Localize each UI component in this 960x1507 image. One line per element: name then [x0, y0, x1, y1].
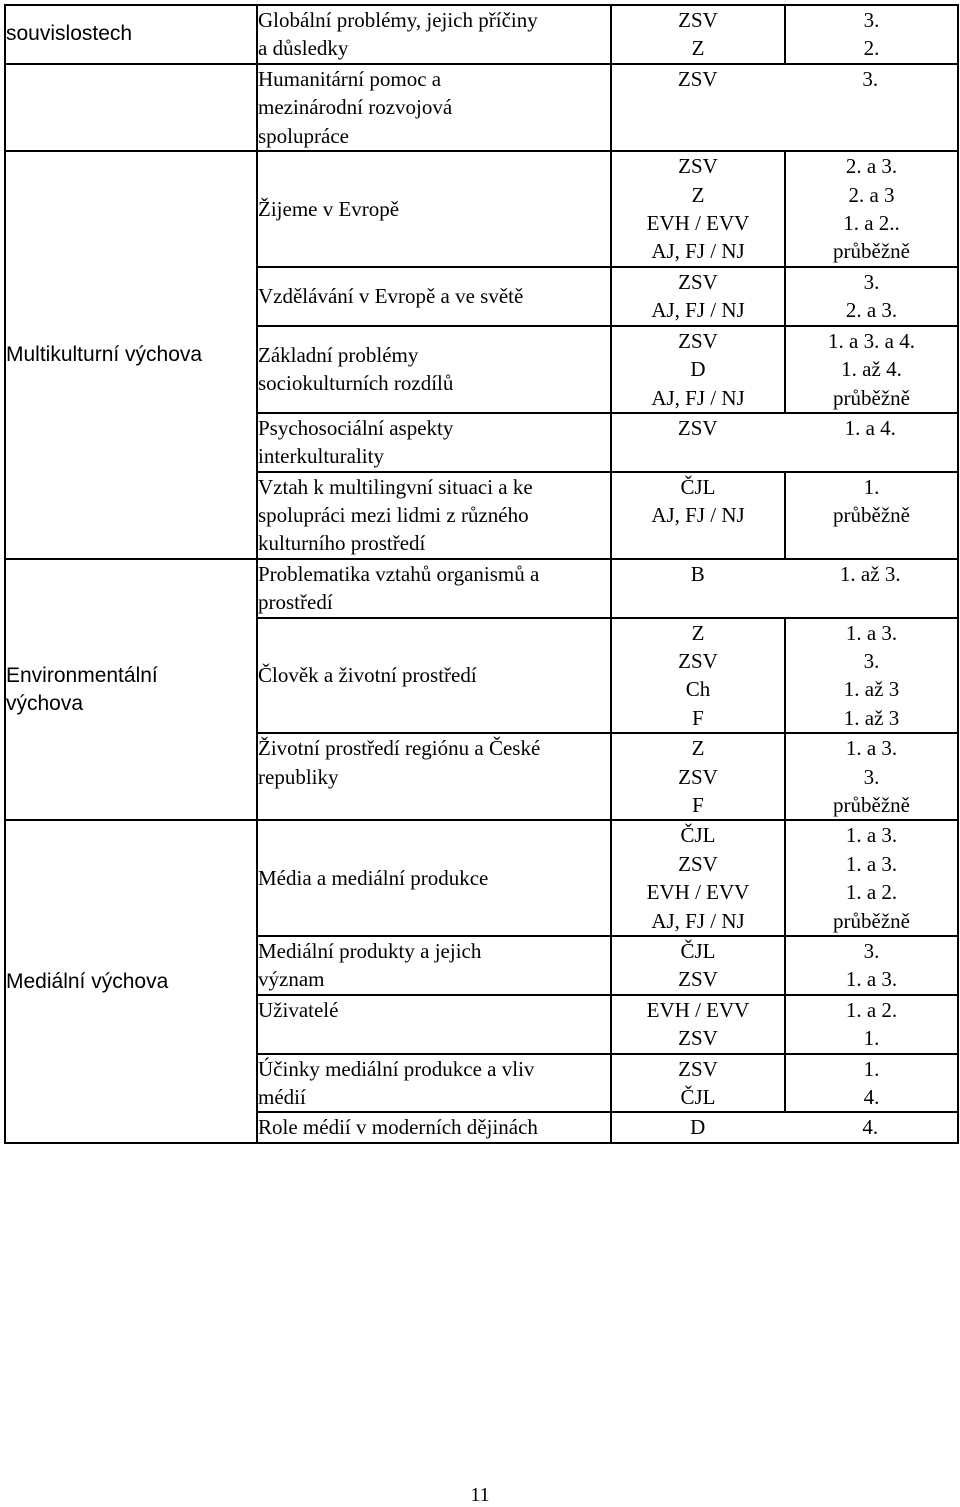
grade-line: průběžně — [833, 908, 910, 933]
subject-line: ZSV — [678, 154, 718, 179]
subject-cell — [611, 267, 785, 326]
grade-line: 4. — [863, 1084, 880, 1109]
area-label: Environmentální — [6, 663, 158, 687]
topic-line: médií — [258, 1084, 306, 1109]
grade-line: 1. až 3 — [843, 677, 900, 702]
area-cell-souvislostech-cont — [5, 64, 257, 151]
topic-line: Životní prostředí regiónu a České — [258, 736, 541, 761]
grade-line: 3. — [863, 269, 880, 294]
topic-line: Účinky mediální produkce a vliv — [258, 1056, 535, 1081]
subject-cell — [611, 936, 785, 995]
topic-line: republiky — [258, 764, 339, 789]
page-number: 11 — [470, 1484, 490, 1506]
subject-grade-cell — [611, 1112, 958, 1142]
subject-line: EVH / EVV — [646, 880, 750, 905]
grade-line: 1. — [863, 1056, 880, 1081]
grade-line: 3. — [863, 649, 880, 674]
area-cell-multikulturni — [5, 151, 257, 559]
table-row — [5, 151, 958, 267]
subject-line: ZSV — [677, 66, 718, 91]
grade-line: 1. a 2.. — [843, 210, 900, 235]
subject-line: EVH / EVV — [646, 997, 750, 1022]
subject-line: Z — [691, 736, 705, 761]
subject-cell — [611, 618, 785, 734]
subject-line: ZSV — [678, 967, 718, 992]
grade-line: 2. a 3 — [848, 182, 895, 207]
grade-line: průběžně — [833, 239, 910, 264]
subject-cell — [611, 326, 785, 413]
area-cell-environmentalni — [5, 559, 257, 821]
area-cell-medialni — [5, 820, 257, 1142]
grade-cell — [785, 472, 958, 559]
subject-line: ZSV — [678, 269, 718, 294]
subject-cell — [611, 820, 785, 936]
subject-line: AJ, FJ / NJ — [651, 298, 745, 323]
topic-line: Člověk a životní prostředí — [258, 663, 477, 688]
table-row — [5, 5, 958, 64]
subject-line: F — [692, 705, 704, 730]
topic-line: Uživatelé — [258, 997, 339, 1022]
topic-cell — [257, 151, 611, 267]
topic-cell — [257, 936, 611, 995]
subject-line: ČJL — [680, 474, 716, 499]
grade-line: 1. a 3. — [845, 967, 898, 992]
grade-line: 1. a 3. — [845, 823, 898, 848]
subject-line: ZSV — [677, 415, 718, 440]
topic-cell — [257, 326, 611, 413]
grade-cell — [785, 936, 958, 995]
area-cell-souvislostech — [5, 5, 257, 64]
subject-line: EVH / EVV — [646, 210, 750, 235]
grade-line: průběžně — [833, 385, 910, 410]
topic-line: Humanitární pomoc a — [258, 66, 442, 91]
topic-cell — [257, 5, 611, 64]
topic-line: a důsledky — [258, 36, 349, 61]
topic-cell — [257, 820, 611, 936]
subject-cell — [611, 995, 785, 1054]
table-row — [5, 559, 958, 618]
subject-cell — [611, 1054, 785, 1113]
subject-line: D — [690, 1115, 706, 1140]
subject-line: AJ, FJ / NJ — [651, 908, 745, 933]
grade-cell — [785, 5, 958, 64]
topic-line: Základní problémy — [258, 342, 419, 367]
grade-line: 3. — [862, 66, 879, 91]
topic-line: Globální problémy, jejich příčiny — [258, 8, 538, 32]
topic-line: kulturního prostředí — [258, 531, 426, 556]
subject-line: D — [690, 357, 706, 382]
subject-line: F — [692, 792, 704, 817]
grade-line: 1. a 3. — [845, 851, 898, 876]
subject-line: B — [690, 561, 705, 586]
grade-cell — [785, 326, 958, 413]
subject-cell — [611, 472, 785, 559]
grade-cell — [785, 733, 958, 820]
topic-cell — [257, 1112, 611, 1142]
topic-line: spolupráci mezi lidmi z různého — [258, 503, 529, 528]
subject-grade-cell — [611, 559, 958, 618]
grade-line: 3. — [863, 8, 880, 32]
area-label: souvislostech — [6, 22, 133, 46]
subject-line: Z — [691, 182, 705, 207]
topic-cell — [257, 64, 611, 151]
grade-line: průběžně — [833, 503, 910, 528]
topic-line: Žijeme v Evropě — [258, 196, 400, 221]
grade-line: 1. až 3 — [843, 705, 900, 730]
subject-grade-cell — [611, 413, 958, 472]
topic-line: sociokulturních rozdílů — [258, 371, 454, 396]
topic-line: Média a mediální produkce — [258, 865, 489, 890]
grade-line: 3. — [863, 764, 880, 789]
area-label: Multikulturní výchova — [6, 342, 203, 366]
topic-line: Vztah k multilingvní situaci a ke — [258, 474, 533, 499]
grade-line: 1. — [863, 474, 880, 499]
topic-line: Problematika vztahů organismů a — [258, 561, 540, 586]
subject-line: ČJL — [680, 823, 716, 848]
grade-cell — [785, 820, 958, 936]
subject-line: ZSV — [678, 649, 718, 674]
table-row — [5, 64, 958, 151]
subject-line: ČJL — [680, 1084, 716, 1109]
grade-line: 1. a 2. — [845, 997, 898, 1022]
subject-cell — [611, 151, 785, 267]
grade-line: 1. a 2. — [845, 880, 898, 905]
grade-line: 1. a 3. — [845, 620, 898, 645]
topic-cell — [257, 267, 611, 326]
subject-line: Z — [691, 620, 705, 645]
grade-cell — [785, 151, 958, 267]
grade-line: 2. — [863, 36, 880, 61]
subject-cell — [611, 5, 785, 64]
topic-cell — [257, 733, 611, 820]
subject-line: ZSV — [678, 851, 718, 876]
subject-line: ZSV — [678, 328, 718, 353]
grade-line: 2. a 3. — [845, 298, 898, 323]
subject-line: AJ, FJ / NJ — [651, 385, 745, 410]
topic-line: Psychosociální aspekty — [258, 415, 454, 440]
subject-line: AJ, FJ / NJ — [651, 503, 745, 528]
topic-line: mezinárodní rozvojová — [258, 95, 453, 120]
grade-cell — [785, 618, 958, 734]
subject-line: ZSV — [678, 1056, 718, 1081]
topic-line: význam — [258, 967, 325, 992]
subject-line: ZSV — [678, 1026, 718, 1051]
grade-line: 4. — [862, 1115, 879, 1140]
grade-line: 1. — [863, 1026, 880, 1051]
subject-line: AJ, FJ / NJ — [651, 239, 745, 264]
topic-cell — [257, 413, 611, 472]
grade-line: 1. a 3. a 4. — [828, 328, 915, 353]
grade-line: 1. až 3. — [839, 561, 901, 586]
area-label: Mediální výchova — [6, 969, 169, 993]
grade-cell — [785, 995, 958, 1054]
curriculum-table — [4, 4, 959, 1144]
topic-cell — [257, 472, 611, 559]
topic-line: spolupráce — [258, 123, 349, 148]
topic-cell — [257, 995, 611, 1054]
grade-line: 2. a 3. — [845, 154, 898, 179]
subject-line: Z — [691, 36, 705, 61]
subject-line: ČJL — [680, 938, 716, 963]
grade-line: 1. až 4. — [841, 357, 902, 382]
grade-line: průběžně — [833, 792, 910, 817]
table-row — [5, 820, 958, 936]
topic-line: Mediální produkty a jejich — [258, 938, 482, 963]
grade-line: 3. — [863, 938, 880, 963]
topic-line: interkulturality — [258, 444, 384, 469]
subject-line: ZSV — [678, 764, 718, 789]
topic-cell — [257, 618, 611, 734]
grade-cell — [785, 1054, 958, 1113]
topic-line: prostředí — [258, 590, 333, 615]
grade-line: 1. a 4. — [844, 415, 896, 440]
grade-cell — [785, 267, 958, 326]
subject-line: Ch — [685, 677, 711, 702]
topic-cell — [257, 559, 611, 618]
grade-line: 1. a 3. — [845, 736, 898, 761]
area-label: výchova — [6, 691, 84, 715]
topic-line: Role médií v moderních dějinách — [258, 1115, 538, 1140]
subject-cell — [611, 733, 785, 820]
topic-cell — [257, 1054, 611, 1113]
topic-line: Vzdělávání v Evropě a ve světě — [258, 284, 524, 309]
subject-line: ZSV — [678, 8, 718, 32]
subject-grade-cell — [611, 64, 958, 151]
